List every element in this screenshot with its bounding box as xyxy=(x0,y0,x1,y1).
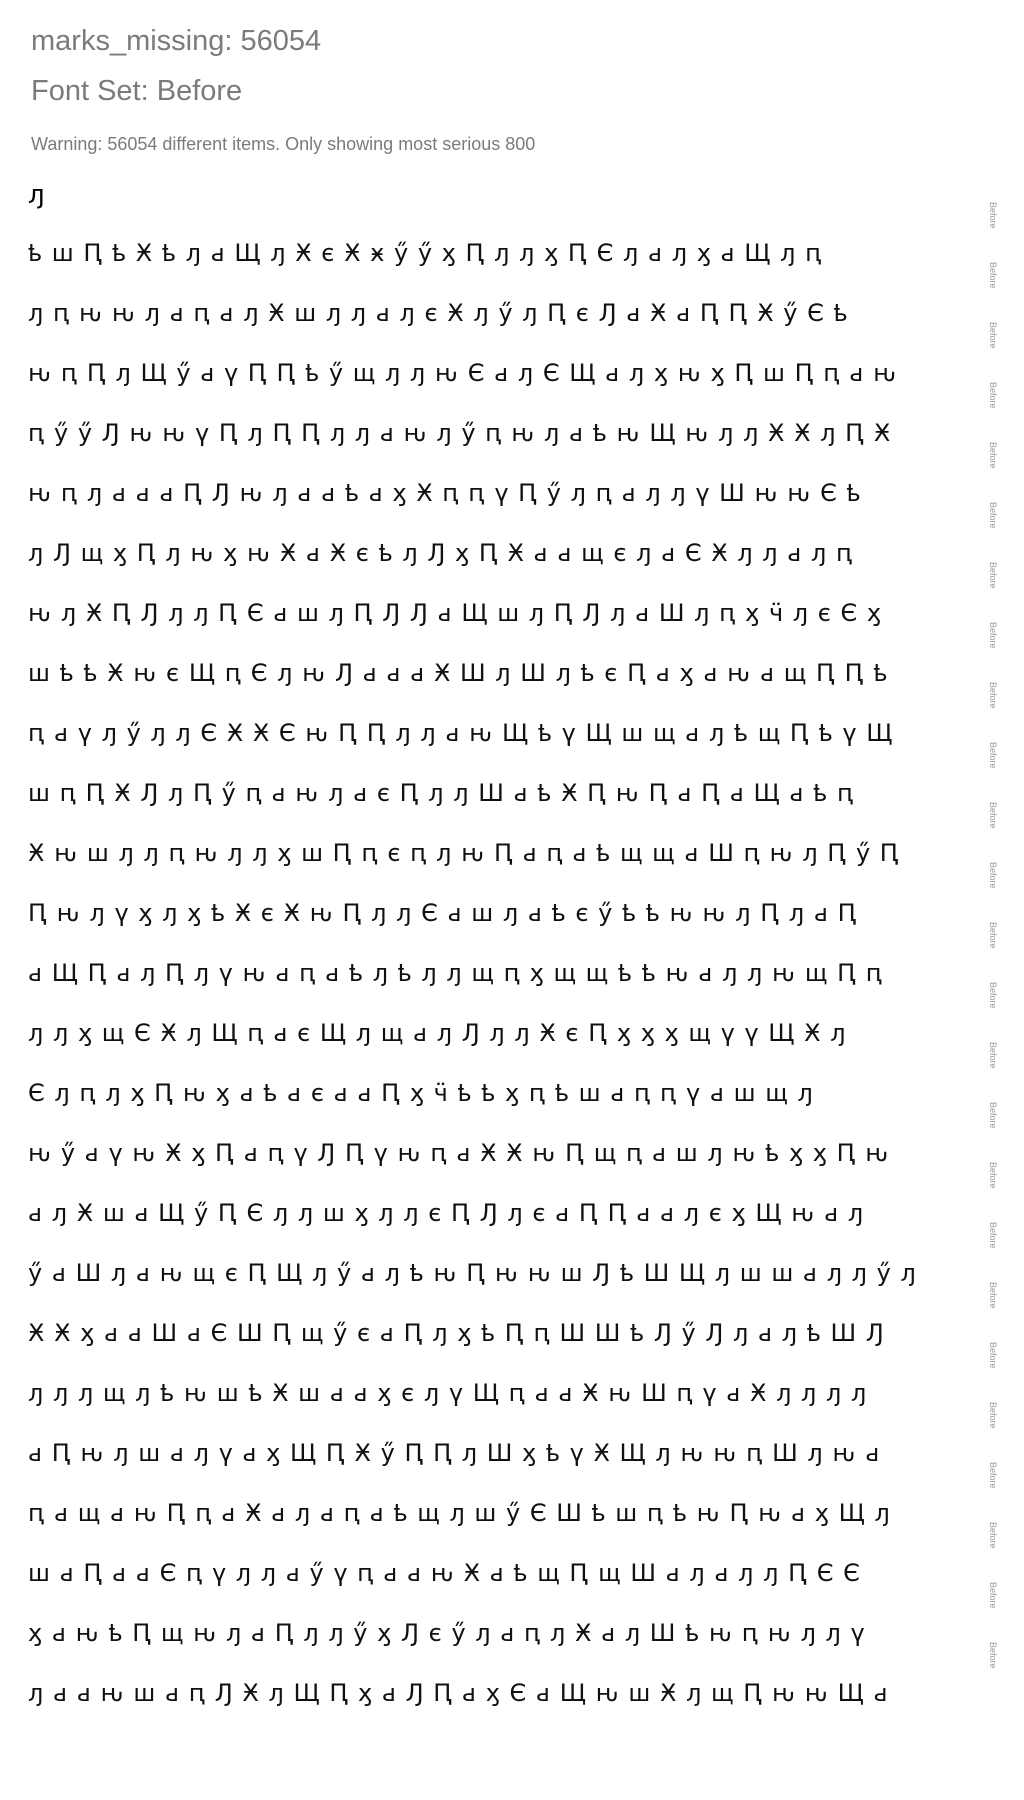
font-set-heading: Font Set: Before xyxy=(31,75,243,107)
glyph-row xyxy=(28,742,1018,830)
glyph-row-text: ԋ ԓ Ӿ Ԥ Ԓ ԓ ԓ Ԥ Є ԁ ш ԓ Ԥ Ԓ Ԓ ԁ Щ ш ԓ Ԥ Ԓ ԓ ԁ Ш ԓ ԥ ӽ ӵ ԓ є Є ӽ xyxy=(28,599,883,627)
row-font-label: Before xyxy=(988,802,998,829)
glyph-row-text: ӽ ԁ ԋ ҍ Ԥ щ ԋ ԓ ԁ Ԥ ԓ ԓ ӳ ӽ Ԓ є ӳ ԓ ԁ ԥ ԓ Ӿ ԁ ԓ Ш ҍ ԋ ԥ ԋ ԓ ԓ ү xyxy=(28,1619,866,1647)
glyph-row-text: Ԥ ԋ ԓ ү ӽ ԓ ӽ ҍ Ӿ є Ӿ ԋ Ԥ ԓ ԓ Є ԁ ш ԓ ԁ ҍ є ӳ ҍ ҍ ԋ ԋ ԓ Ԥ ԓ ԁ Ԥ xyxy=(28,899,858,927)
glyph-row xyxy=(28,1282,1018,1370)
row-font-label: Before xyxy=(988,1222,998,1249)
glyph-row-text: ԥ ӳ ӳ Ԓ ԋ ԋ ү Ԥ ԓ Ԥ Ԥ ԓ ԓ ԁ ԋ ԓ ӳ ԥ ԋ ԓ ԁ ҍ ԋ Щ ԋ ԓ ԓ Ӿ Ӿ ԓ Ԥ Ӿ xyxy=(28,419,892,447)
glyph-row-text: ԋ ԥ ԓ ԁ ԁ ԁ Ԥ Ԓ ԋ ԓ ԁ ԁ ҍ ԁ ӽ Ӿ ԥ ԥ ү Ԥ ӳ ԓ ԥ ԁ ԓ ԓ ү Ш ԋ ԋ Є ҍ xyxy=(28,479,862,507)
glyph-row xyxy=(28,1342,1018,1430)
row-font-label: Before xyxy=(988,982,998,1009)
glyph-row-text: ԓ Ԓ щ ӽ Ԥ ԓ ԋ ӽ ԋ Ӿ ԁ Ӿ є ҍ ԓ Ԓ ӽ Ԥ Ӿ ԁ ԁ щ є ԓ ԁ Є Ӿ ԓ ԓ ԁ ԓ ԥ xyxy=(28,539,854,567)
glyph-grid xyxy=(28,202,1018,1730)
page-title: marks_missing: 56054 xyxy=(31,25,322,57)
row-font-label: Before xyxy=(988,1042,998,1069)
row-font-label: Before xyxy=(988,1342,998,1369)
glyph-row-text: ш ԥ Ԥ Ӿ Ԓ ԓ Ԥ ӳ ԥ ԁ ԋ ԓ ԁ є Ԥ ԓ ԓ Ш ԁ ҍ Ӿ Ԥ ԋ Ԥ ԁ Ԥ ԁ Щ ԁ ҍ ԥ xyxy=(28,779,855,807)
glyph-row xyxy=(28,922,1018,1010)
glyph-row xyxy=(28,1102,1018,1190)
glyph-row-text: ԓ ԁ ԁ ԋ ш ԁ ԥ Ԓ Ӿ ԓ Щ Ԥ ӽ ԁ Ԓ Ԥ ԁ ӽ Є ԁ Щ ԋ ш Ӿ ԓ щ Ԥ ԋ ԋ Щ ԁ xyxy=(28,1679,889,1707)
row-font-label: Before xyxy=(988,1642,998,1669)
report-header xyxy=(31,18,991,156)
glyph-row xyxy=(28,322,1018,410)
glyph-row-text: ԋ ԥ Ԥ ԓ Щ ӳ ԁ ү Ԥ Ԥ ҍ ӳ щ ԓ ԓ ԋ Є ԁ ԓ Є Щ ԁ ԓ ӽ ԋ ӽ Ԥ ш Ԥ ԥ ԁ ԋ xyxy=(28,359,898,387)
glyph-row xyxy=(28,1222,1018,1310)
glyph-row xyxy=(28,1582,1018,1670)
glyph-row xyxy=(28,1042,1018,1130)
glyph-row-text: ԁ ԓ Ӿ ш ԁ Щ ӳ Ԥ Є ԓ ԓ ш ӽ ԓ ԓ є Ԥ Ԓ ԓ є ԁ Ԥ Ԥ ԁ ԁ ԓ є ӽ Щ ԋ ԁ ԓ xyxy=(28,1199,865,1227)
glyph-row xyxy=(28,802,1018,890)
row-font-label: Before xyxy=(988,322,998,349)
glyph-row-text: ҍ ш Ԥ ҍ Ӿ ҍ ԓ ԁ Щ ԓ Ӿ є Ӿ ӿ ӳ ӳ ӽ Ԥ ԓ ԓ ӽ Ԥ Є ԓ ԁ ԓ ӽ ԁ Щ ԓ ԥ xyxy=(28,239,823,267)
glyph-row-text: ӳ ԁ Ш ԓ ԁ ԋ щ є Ԥ Щ ԓ ӳ ԁ ԓ ҍ ԋ Ԥ ԋ ԋ ш Ԓ ҍ Ш Щ ԓ ш ш ԁ ԓ ԓ ӳ ԓ xyxy=(28,1259,917,1287)
glyph-row xyxy=(28,682,1018,770)
glyph-row-text: ԓ ԓ ԓ щ ԓ ҍ ԋ ш ҍ Ӿ ш ԁ ԁ ӽ є ԓ ү Щ ԥ ԁ ԁ Ӿ ԋ Ш ԥ ү ԁ Ӿ ԓ ԓ ԓ ԓ xyxy=(28,1379,868,1407)
glyph-row-text: ԥ ԁ ү ԓ ӳ ԓ ԓ Є Ӿ Ӿ Є ԋ Ԥ Ԥ ԓ ԓ ԁ ԋ Щ ҍ ү Щ ш щ ԁ ԓ ҍ щ Ԥ ҍ ү Щ xyxy=(28,719,894,747)
row-font-label: Before xyxy=(988,382,998,409)
glyph-row xyxy=(28,1522,1018,1610)
row-font-label: Before xyxy=(988,1582,998,1609)
glyph-row-text: Ӿ Ӿ ӽ ԁ ԁ Ш ԁ Є Ш Ԥ щ ӳ є ԁ Ԥ ԓ ӽ ҍ Ԥ ԥ Ш Ш ҍ Ԓ ӳ Ԓ ԓ ԁ ԓ ҍ Ш Ԓ xyxy=(28,1319,885,1347)
glyph-row xyxy=(28,442,1018,530)
row-font-label: Before xyxy=(988,1162,998,1189)
warning-message: Warning: 56054 different items. Only showing most serious 800 xyxy=(31,134,536,154)
row-font-label: Before xyxy=(988,262,998,289)
glyph-row xyxy=(28,622,1018,710)
glyph-row xyxy=(28,982,1018,1070)
row-font-label: Before xyxy=(988,922,998,949)
row-font-label: Before xyxy=(988,1402,998,1429)
glyph-row xyxy=(28,382,1018,470)
row-font-label: Before xyxy=(988,622,998,649)
glyph-row-text: ш ԁ Ԥ ԁ ԁ Є ԥ ү ԓ ԓ ԁ ӳ ү ԥ ԁ ԁ ԋ Ӿ ԁ ҍ щ Ԥ щ Ш ԁ ԓ ԁ ԓ ԓ Ԥ Є Є xyxy=(28,1559,861,1587)
first-glyph: ԓ xyxy=(28,180,45,210)
glyph-row-text: ԓ ԥ ԋ ԋ ԓ ԁ ԥ ԁ ԓ Ӿ ш ԓ ԓ ԁ ԓ є Ӿ ԓ ӳ ԓ Ԥ є Ԓ ԁ Ӿ ԁ Ԥ Ԥ Ӿ ӳ Є ҍ xyxy=(28,299,849,327)
glyph-row xyxy=(28,562,1018,650)
row-font-label: Before xyxy=(988,502,998,529)
glyph-row-text: ԓ ԓ ӽ щ Є Ӿ ԓ Щ ԥ ԁ є Щ ԓ щ ԁ ԓ Ԓ ԓ ԓ Ӿ є Ԥ ӽ ӽ ӽ щ ү ү Щ Ӿ ԓ xyxy=(28,1019,847,1047)
row-font-label: Before xyxy=(988,1522,998,1549)
row-font-label: Before xyxy=(988,682,998,709)
row-font-label: Before xyxy=(988,442,998,469)
row-font-label: Before xyxy=(988,202,998,229)
row-font-label: Before xyxy=(988,1102,998,1129)
glyph-row-text: ԥ ԁ щ ԁ ԋ Ԥ ԥ ԁ Ӿ ԁ ԓ ԁ ԥ ԁ ҍ щ ԓ ш ӳ Є Ш ҍ ш ԥ ҍ ԋ Ԥ ԋ ԁ ӽ Щ ԓ xyxy=(28,1499,891,1527)
glyph-row xyxy=(28,1402,1018,1490)
row-font-label: Before xyxy=(988,1282,998,1309)
glyph-row-text: ԋ ӳ ԁ ү ԋ Ӿ ӽ Ԥ ԁ ԥ ү Ԓ Ԥ ү ԋ ԥ ԁ Ӿ Ӿ ԋ Ԥ щ ԥ ԁ ш ԓ ԋ ҍ ӽ ӽ Ԥ ԋ xyxy=(28,1139,890,1167)
glyph-row xyxy=(28,502,1018,590)
glyph-row-text: Ӿ ԋ ш ԓ ԓ ԥ ԋ ԓ ԓ ӽ ш Ԥ ԥ є ԥ ԓ ԋ Ԥ ԁ ԥ ԁ ҍ щ щ ԁ Ш ԥ ԋ ԓ Ԥ ӳ Ԥ xyxy=(28,839,900,867)
glyph-row xyxy=(28,1162,1018,1250)
row-font-label: Before xyxy=(988,1462,998,1489)
glyph-row xyxy=(28,1642,1018,1730)
row-font-label: Before xyxy=(988,862,998,889)
glyph-row xyxy=(28,862,1018,950)
glyph-row xyxy=(28,1462,1018,1550)
glyph-row-text: ш ҍ ҍ Ӿ ԋ є Щ ԥ Є ԓ ԋ Ԓ ԁ ԁ ԁ Ӿ Ш ԓ Ш ԓ ҍ є Ԥ ԁ ӽ ԁ ԋ ԁ щ Ԥ Ԥ ҍ xyxy=(28,659,889,687)
row-font-label: Before xyxy=(988,562,998,589)
glyph-row-text: Є ԓ ԥ ԓ ӽ Ԥ ԋ ӽ ԁ ҍ ԁ є ԁ ԁ Ԥ ӽ ӵ ҍ ҍ ӽ ԥ ҍ ш ԁ ԥ ԥ ү ԁ ш щ ԓ xyxy=(28,1079,814,1107)
glyph-row xyxy=(28,202,1018,290)
glyph-row xyxy=(28,262,1018,350)
row-font-label: Before xyxy=(988,742,998,769)
glyph-row-text: ԁ Щ Ԥ ԁ ԓ Ԥ ԓ ү ԋ ԁ ԥ ԁ ҍ ԓ ҍ ԓ ԓ щ ԥ ӽ щ щ ҍ ҍ ԋ ԁ ԓ ԓ ԋ щ Ԥ ԥ xyxy=(28,959,884,987)
glyph-row-text: ԁ Ԥ ԋ ԓ ш ԁ ԓ ү ԁ ӽ Щ Ԥ Ӿ ӳ Ԥ Ԥ ԓ Ш ӽ ҍ ү Ӿ Щ ԓ ԋ ԋ ԥ Ш ԓ ԋ ԁ xyxy=(28,1439,881,1467)
